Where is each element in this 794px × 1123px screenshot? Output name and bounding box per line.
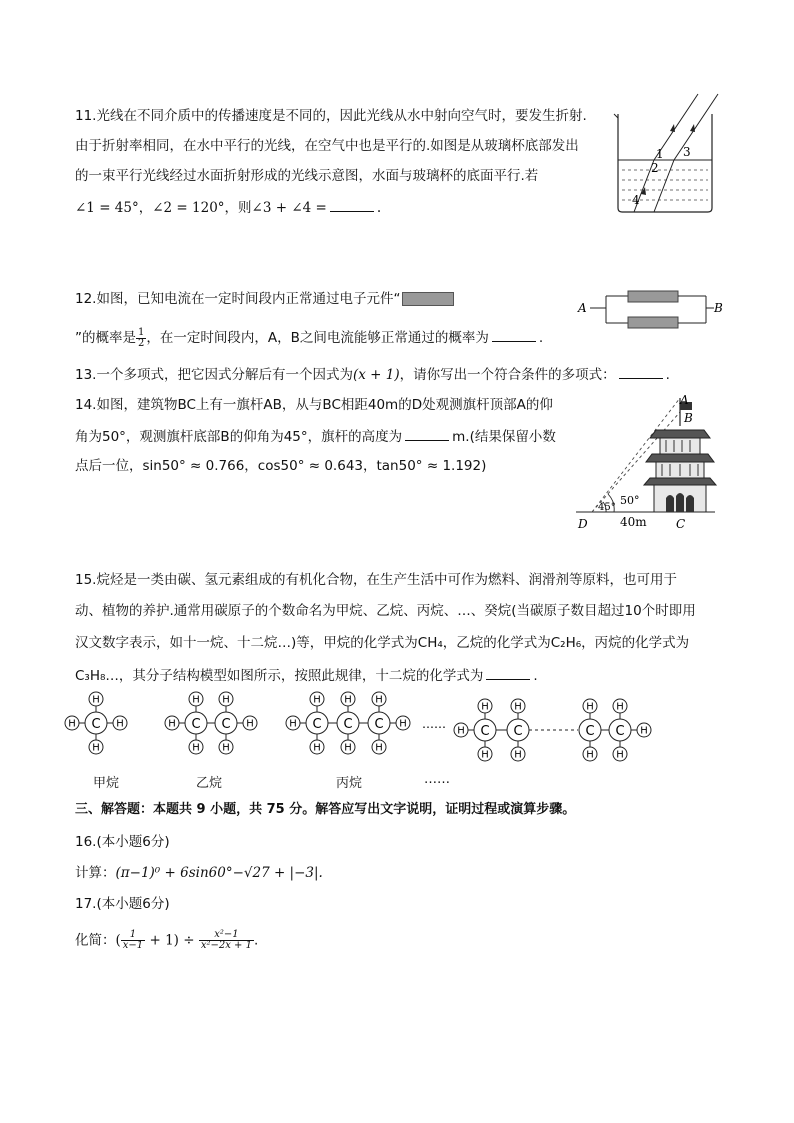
- q16-expression: (π−1)⁰ + 6sin60°−√27 + |−3|.: [115, 865, 323, 881]
- observer-point-d: D: [578, 517, 588, 531]
- q11-line-4: [75, 197, 381, 218]
- q12-fraction: [136, 328, 146, 349]
- hydrogen-atom: [243, 716, 257, 730]
- svg-text:C: C: [513, 724, 523, 739]
- glass-refraction-figure: [612, 90, 734, 216]
- svg-text:C: C: [615, 724, 625, 739]
- q16-problem: [75, 863, 323, 883]
- svg-text:H: H: [514, 701, 522, 713]
- hydrogen-atom: [613, 747, 627, 761]
- section-3-heading: 三、解答题：本题共 9 小题，共 75 分。解答应写出文字说明，证明过程或演算步骤。: [75, 802, 576, 817]
- svg-text:C: C: [191, 717, 201, 732]
- carbon-atom: [215, 712, 237, 734]
- svg-text:H: H: [399, 718, 407, 730]
- svg-text:H: H: [192, 742, 200, 754]
- q13-answer-blank[interactable]: [619, 364, 663, 379]
- q12-text-1: 12.如图，已知电流在一定时间段内正常通过电子元件“: [75, 291, 401, 307]
- q12-line-1: [75, 289, 454, 309]
- circuit-label-a: A: [578, 301, 587, 315]
- q17-heading: 17.(本小题6分): [75, 896, 170, 912]
- caption-ethane: 乙烷: [196, 776, 223, 791]
- q14-text-2b: m.(结果保留小数: [452, 429, 556, 445]
- q15-period: .: [533, 668, 538, 684]
- svg-text:C: C: [374, 717, 384, 732]
- q11-angle-2: 2: [651, 161, 659, 175]
- hydrogen-atom: [341, 740, 355, 754]
- svg-text:C: C: [312, 717, 322, 732]
- carbon-atom: [368, 712, 390, 734]
- q17-operator: + 1) ÷: [145, 932, 199, 949]
- q11-period: .: [376, 200, 382, 216]
- hydrogen-atom: [89, 740, 103, 754]
- hydrogen-atom: [454, 723, 468, 737]
- hydrogen-atom: [310, 740, 324, 754]
- svg-text:H: H: [192, 694, 200, 706]
- q12-answer-blank[interactable]: [492, 327, 536, 342]
- carbon-atom: [306, 712, 328, 734]
- hydrogen-atom: [219, 740, 233, 754]
- q13-text-a: 13.一个多项式，把它因式分解后有一个因式为: [75, 367, 353, 383]
- hydrogen-atom: [511, 747, 525, 761]
- carbon-atom: [185, 712, 207, 734]
- flagpole-base-b: B: [684, 411, 693, 425]
- svg-text:H: H: [640, 725, 648, 737]
- q17-f1-num: 1: [121, 930, 145, 941]
- carbon-atom: [579, 719, 601, 741]
- svg-text:H: H: [344, 742, 352, 754]
- hydrogen-atom: [396, 716, 410, 730]
- svg-text:H: H: [92, 694, 100, 706]
- svg-text:H: H: [168, 718, 176, 730]
- q14-text-2a: 角为50°，观测旗杆底部B的仰角为45°，旗杆的高度为: [75, 429, 403, 445]
- hydrogen-atom: [286, 716, 300, 730]
- ellipsis-mark: ……: [422, 717, 446, 731]
- caption-ellipsis: ……: [424, 772, 450, 787]
- svg-text:H: H: [514, 749, 522, 761]
- q17-period: .: [253, 932, 259, 949]
- svg-text:H: H: [246, 718, 254, 730]
- svg-text:C: C: [91, 717, 101, 732]
- hydrogen-atom: [113, 716, 127, 730]
- hydrogen-atom: [341, 692, 355, 706]
- caption-propane: 丙烷: [336, 776, 363, 791]
- q11-angle-4: 4: [632, 193, 640, 207]
- hydrogen-atom: [372, 740, 386, 754]
- q12-frac-num: 1: [138, 326, 145, 338]
- hydrogen-atom: [478, 747, 492, 761]
- hydrogen-atom: [165, 716, 179, 730]
- svg-text:H: H: [116, 718, 124, 730]
- q11-line-1: 11.光线在不同介质中的传播速度是不同的，因此光线从水中射向空气时，要发生折射.: [75, 108, 587, 124]
- svg-text:H: H: [313, 742, 321, 754]
- angle-45-label: 45°: [598, 502, 616, 513]
- q11-angle-1: 1: [656, 147, 664, 161]
- svg-text:H: H: [344, 694, 352, 706]
- svg-text:H: H: [481, 701, 489, 713]
- alkane-molecule-models: [60, 686, 660, 766]
- q14-line-1: 14.如图，建筑物BC上有一旗杆AB，从与BC相距40m的D处观测旗杆顶部A的仰: [75, 397, 553, 413]
- resistor-component-icon: [402, 292, 454, 306]
- svg-text:C: C: [221, 717, 231, 732]
- q11-answer-blank[interactable]: [330, 197, 374, 212]
- q17-label: 化简：: [75, 932, 116, 949]
- hydrogen-atom: [372, 692, 386, 706]
- svg-text:C: C: [480, 724, 490, 739]
- flagpole-top-a: A: [680, 393, 689, 407]
- q12-period: .: [538, 330, 544, 346]
- hydrogen-atom: [613, 699, 627, 713]
- svg-text:H: H: [68, 718, 76, 730]
- flagpole-building-figure: [570, 390, 720, 536]
- svg-text:H: H: [616, 749, 624, 761]
- carbon-atom: [507, 719, 529, 741]
- svg-text:H: H: [457, 725, 465, 737]
- hydrogen-atom: [583, 699, 597, 713]
- parallel-circuit-figure: [576, 290, 726, 340]
- carbon-atom: [85, 712, 107, 734]
- hydrogen-atom: [478, 699, 492, 713]
- q11-line-2: 由于折射率相同，在水中平行的光线，在空气中也是平行的.如图是从玻璃杯底部发出: [75, 138, 579, 154]
- q13-period: .: [665, 367, 670, 383]
- hydrogen-atom: [511, 699, 525, 713]
- q17-f2-num: x²−1: [199, 930, 254, 941]
- q13-factor: (x + 1): [352, 367, 400, 383]
- q17-problem: [75, 930, 258, 951]
- q14-line-3: 点后一位，sin50° ≈ 0.766，cos50° ≈ 0.643，tan50° ≈ 1.192): [75, 458, 487, 474]
- q12-line-2: [75, 327, 543, 349]
- hydrogen-atom: [189, 740, 203, 754]
- svg-text:H: H: [481, 749, 489, 761]
- q14-line-2: [75, 426, 556, 447]
- q11-angle-3: 3: [683, 145, 691, 159]
- carbon-atom: [609, 719, 631, 741]
- hydrogen-atom: [189, 692, 203, 706]
- q11-line-3: 的一束平行光线经过水面折射形成的光线示意图，水面与玻璃杯的底面平行.若: [75, 168, 539, 184]
- q14-answer-blank[interactable]: [405, 426, 449, 441]
- q16-label: 计算：: [75, 865, 116, 881]
- svg-text:H: H: [375, 742, 383, 754]
- q13-text-b: ，请你写出一个符合条件的多项式：: [399, 367, 616, 383]
- q12-text-2a: ”的概率是: [75, 330, 136, 346]
- svg-text:H: H: [222, 694, 230, 706]
- hydrogen-atom: [219, 692, 233, 706]
- q17-fraction-1: [121, 930, 145, 951]
- hydrogen-atom: [637, 723, 651, 737]
- q13-line: [75, 364, 670, 385]
- q15-line-3: 汉文数字表示，如十一烷、十二烷…)等，甲烷的化学式为CH₄，乙烷的化学式为C₂H₆，丙烷的化学式为: [75, 635, 690, 651]
- q15-line-2: 动、植物的养护.通常用碳原子的个数命名为甲烷、乙烷、丙烷、…、癸烷(当碳原子数目超过10个时即用: [75, 603, 696, 619]
- svg-text:H: H: [92, 742, 100, 754]
- q17-f1-den: x−1: [122, 940, 144, 951]
- caption-methane: 甲烷: [93, 776, 120, 791]
- hydrogen-atom: [583, 747, 597, 761]
- svg-text:H: H: [222, 742, 230, 754]
- carbon-atom: [474, 719, 496, 741]
- svg-text:H: H: [313, 694, 321, 706]
- q17-f2-den: x²−2x + 1: [200, 940, 252, 951]
- svg-text:H: H: [586, 701, 594, 713]
- svg-text:H: H: [375, 694, 383, 706]
- angle-50-label: 50°: [620, 494, 640, 507]
- q15-answer-blank[interactable]: [486, 665, 530, 680]
- svg-text:H: H: [289, 718, 297, 730]
- svg-text:C: C: [585, 724, 595, 739]
- building-base-c: C: [676, 517, 686, 531]
- q16-heading: 16.(本小题6分): [75, 834, 170, 850]
- svg-text:C: C: [343, 717, 353, 732]
- circuit-label-b: B: [714, 301, 723, 315]
- svg-text:H: H: [616, 701, 624, 713]
- q17-fraction-2: [199, 930, 254, 951]
- q17-paren-open: (: [115, 932, 121, 949]
- q15-line-4: [75, 665, 538, 686]
- q15-line-1: 15.烷烃是一类由碳、氢元素组成的有机化合物，在生产生活中可作为燃料、润滑剂等原料，也可用于: [75, 572, 677, 588]
- hydrogen-atom: [310, 692, 324, 706]
- q12-text-2b: ，在一定时间段内，A，B之间电流能够正常通过的概率为: [146, 330, 489, 346]
- q12-frac-den: 2: [138, 337, 145, 349]
- carbon-atom: [337, 712, 359, 734]
- hydrogen-atom: [89, 692, 103, 706]
- q15-text-4a: C₃H₈…，其分子结构模型如图所示，按照此规律，十二烷的化学式为: [75, 668, 484, 684]
- svg-text:H: H: [586, 749, 594, 761]
- q11-condition: ∠1 = 45°，∠2 = 120°，则∠3 + ∠4 =: [75, 200, 327, 216]
- distance-label: 40m: [620, 515, 647, 529]
- hydrogen-atom: [65, 716, 79, 730]
